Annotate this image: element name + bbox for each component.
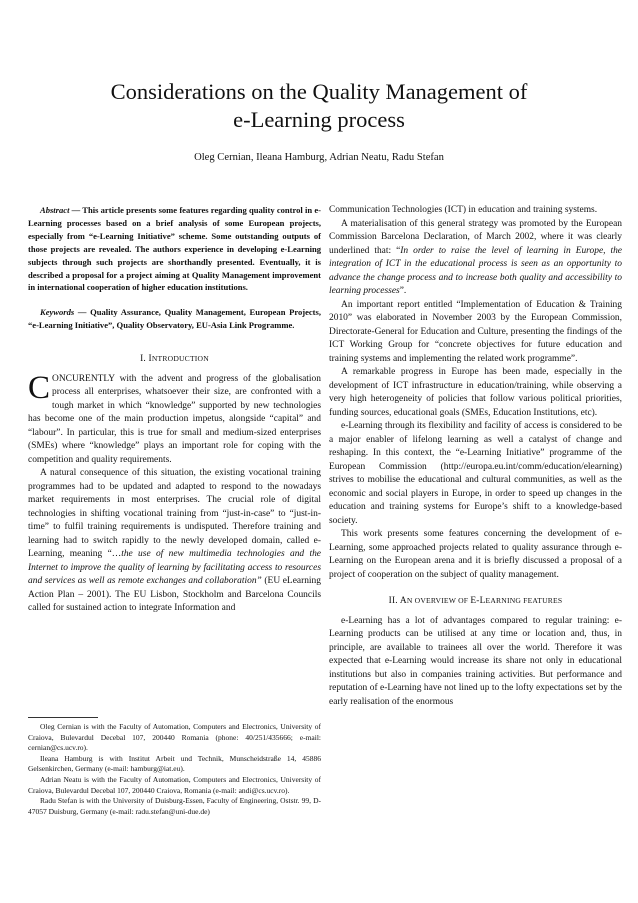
title-line-1: Considerations on the Quality Management of bbox=[110, 79, 528, 104]
paragraph: e-Learning through its flexibility and facility of access is considered to be a major enabler of lifelong learning as well a catalyst of change and reshaping. In this context, the “e-Learning Initiative” programme of the European Commission (http://europa.eu.int/comm/education/elearning) strives to mobilise the educational and cultural communities, as well as the economic and social players in Europe, in order to speed up changes in the education and training systems for Europe’s shift to a knowledge-based society. bbox=[329, 421, 622, 526]
intro-text-2a: A natural consequence of this situation, the existing vocational training programmes had to be updated and adapted to respond to the nowadays market requirements in most enterprises. The crucial role of digital technologies in shifting vocational training from “just-in-case” to “just-in-time” to fulfil training requirements is undisputed. Therefore training and learning had to switch rapidly to the newly developed domain, called e-Learning, meaning “… bbox=[28, 468, 321, 560]
paragraph-emphasis: In order to raise the level of learning in Europe, the integration of ICT in the educational process is seen as an opportunity to advance the change process and to increase both quality and accessibility to learning processes bbox=[329, 245, 622, 296]
section-title-first: I bbox=[148, 354, 152, 365]
intro-text-2b: (EU eLearning Action Plan – 2001). The EU Lisbon, Stockholm and Barcelona Councils called for sustained action to integrate Information and bbox=[28, 576, 321, 614]
intro-paragraph-1 bbox=[28, 369, 321, 468]
paragraph-text: A materialisation of this general strategy was promoted by the European Commission Barcelona Declaration, of March 2002, where it was clearly underlined that: “ bbox=[329, 218, 622, 256]
keywords-text: — Quality Assurance, Quality Management, European Projects, “e-Learning Initiative”, Quality Observatory, EU-Asia Link Programme. bbox=[28, 307, 321, 331]
intro-text-2-emphasis: the use of new multimedia technologies and the Internet to improve the quality of learning by facilitating access to resources and services as well as remote exchanges and collaboration” bbox=[28, 549, 321, 587]
drop-cap: C bbox=[28, 369, 51, 406]
section-heading-overview bbox=[329, 594, 622, 609]
intro-text-1: with the advent and progress of the globalisation process all enterprises, whatsoever their size, are confronted with a tough market in which “knowledge” supported by new technologies has become one of the main production impetus, alongside “capital” and “labour”. In particular, this is true for small and medium-sized enterprises (SMEs) where “knowledge” plays an important role for coping with the competition and quality requirements. bbox=[28, 373, 321, 465]
section-title-part: N OVERVIEW OF bbox=[406, 596, 471, 605]
abstract-lead: Abstract bbox=[40, 205, 70, 215]
abstract-text: — This article presents some features regarding quality control in e-Learning processes based on a brief analysis of some European projects, especially from “e-Learning Initiative” scheme. Some outstanding outputs of those projects are revealed. The authors experience in developing e-Learning subjects through such projects are shorthandly presented. Eventually, it is described a proposal for a project aiming at Quality Management improvement in international cooperation of higher education institutions. bbox=[28, 205, 321, 293]
paragraph: An important report entitled “Implementation of Education & Training 2010” was elaborated in November 2003 by the European Commission, Directorate-General for Education and Culture, presenting the findings of the ICT Working Group for “concrete objectives for future education and training systems and implementing the related work programme”. bbox=[329, 299, 622, 364]
footnote: Adrian Neatu is with the Faculty of Automation, Computers and Electronics, University of Craiova, Bulevardul Decebal 107, 200440 Craiova, Romania (e-mail: andi@cs.ucv.ro). bbox=[28, 774, 321, 795]
section-title-part: -L bbox=[476, 596, 486, 606]
section-title-part: EARNING FEATURES bbox=[485, 596, 563, 605]
abstract bbox=[28, 204, 321, 294]
keywords-lead: Keywords bbox=[40, 307, 75, 318]
paragraph: This work presents some features concerning the development of e-Learning, some approached projects related to quality assurance through e-Learning on the European arena and it is briefly discussed a proposal of a project of cooperation on the subject of quality management. bbox=[329, 529, 622, 580]
footnote: Radu Stefan is with the University of Duisburg-Essen, Faculty of Engineering, Oststr. 99, D-47057 Duisburg, Germany (e-mail: radu.stefan@uni-due.de) bbox=[28, 796, 321, 816]
intro-paragraph-2 bbox=[28, 467, 321, 616]
paragraph: e-Learning has a lot of advantages compared to regular training: e-Learning products can be utilised at any time or location and, thus, in principle, are available to trainees all over the world. Therefore it was expected that e-Learning would increase its share not only in educational institutions but also in companies training activities. But performance and reputation of e-Learning have not lined up to the lofty expectations set by the early realisation of the enormous bbox=[329, 615, 622, 707]
paragraph bbox=[329, 218, 622, 299]
right-column bbox=[329, 204, 622, 709]
left-column bbox=[28, 204, 321, 616]
section-title-rest: NTRODUCTION bbox=[151, 354, 209, 364]
paragraph: A remarkable progress in Europe has been made, especially in the development of ICT infrastructure in education/training, while observing a very high heterogeneity of policies that follow various political priorities, funding sources, educational goals (SMEs, Education Institutions, etc). bbox=[329, 367, 622, 418]
footnote-separator bbox=[28, 717, 98, 718]
intro-upper: ONCURENTLY bbox=[52, 373, 115, 384]
section-title-part: E bbox=[470, 596, 477, 606]
paragraph-text: ”. bbox=[399, 286, 407, 296]
section-number: I. bbox=[140, 354, 146, 365]
footnotes bbox=[28, 722, 321, 817]
section-title-part: A bbox=[399, 596, 407, 606]
title-line-2: e-Learning process bbox=[233, 107, 405, 132]
keywords bbox=[28, 306, 321, 332]
paragraph: Communication Technologies (ICT) in education and training systems. bbox=[329, 205, 598, 215]
section-heading-introduction bbox=[28, 352, 321, 367]
author-list: Oleg Cernian, Ileana Hamburg, Adrian Neatu, Radu Stefan bbox=[194, 152, 444, 163]
footnote: Oleg Cernian is with the Faculty of Automation, Computers and Electronics, University of Craiova, Bulevardul Decebal 107, 200440 Romania (phone: 40/251/435666; e-mail: cernian@cs.ucv.ro). bbox=[28, 722, 321, 753]
paper-title bbox=[40, 78, 598, 134]
footnote: Ileana Hamburg is with Institut Arbeit und Technik, Munscheidstraße 14, 45886 Gelsenkirchen, Germany (e-mail: hamburg@iat.eu). bbox=[28, 753, 321, 774]
section-number: II. bbox=[388, 596, 398, 606]
